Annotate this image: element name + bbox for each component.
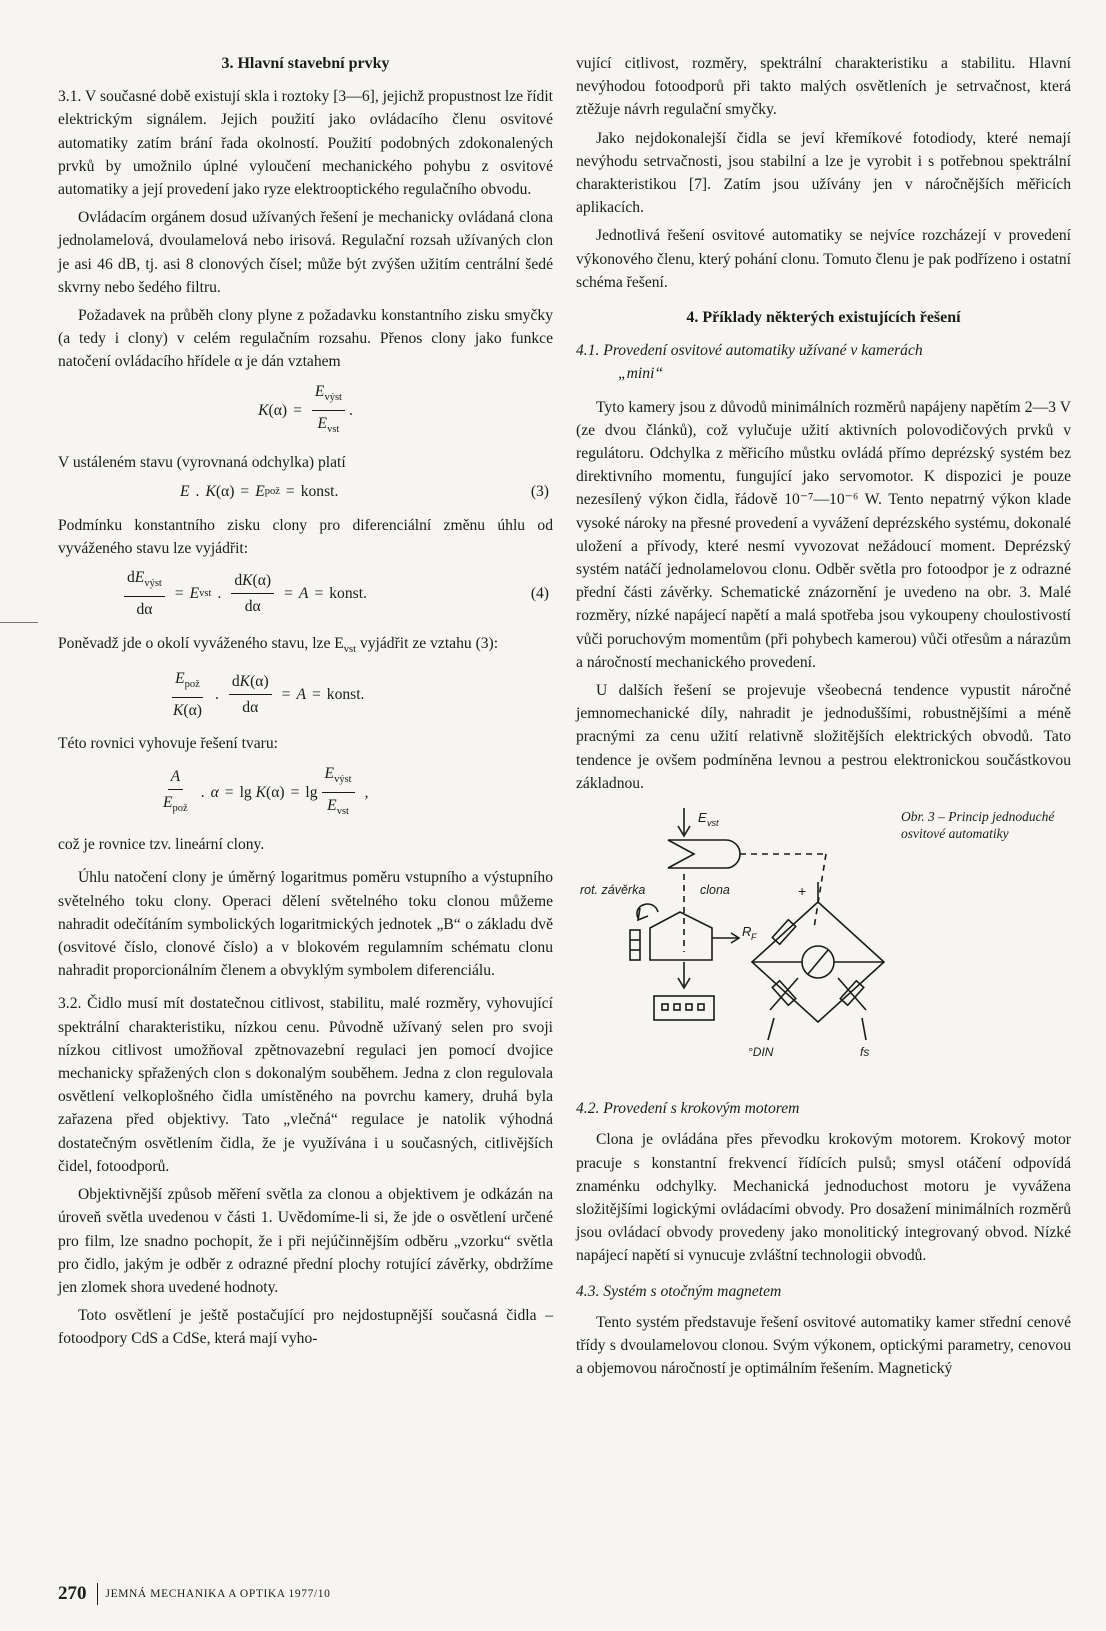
eq-subscript: vst: [199, 588, 212, 600]
eq-subscript: výst: [144, 578, 162, 590]
label-fs: fs: [860, 1045, 870, 1060]
eq-operator: =: [281, 686, 291, 704]
left-column: [58, 52, 553, 1356]
subsection-title-line: 4.1. Provedení osvitové automatiky užívané v kamerách: [576, 342, 923, 360]
label-rotary-shutter: rot. závěrka: [580, 883, 646, 898]
eq-operator: =: [174, 585, 184, 603]
film-perforation: [686, 1004, 692, 1010]
subsection-4-2-title: 4.2. Provedení s krokovým motorem: [576, 1100, 800, 1118]
eq-symbol: E: [314, 382, 325, 400]
right-column: [576, 52, 1071, 1385]
eq-operator: =: [224, 783, 234, 801]
paragraph-mini-cameras: Tyto kamery jsou z důvodů minimálních rozměrů napájeny napětím 2—3 V (ze dvou článků), což vylučuje užití aktivních polovodičových prvků v regulátoru. Odchylka z měřicího můstku ovládá přímo deprézský systém bez direktivního momentu, fungující jako servomotor. K dispozici je pouze nezesílený výkon čidla, řádově 10⁻⁷—10⁻⁶ W. Tento nepatrný výkon klade vysoké nároky na přesné provedení a vyvážení deprézského systému, dokonalé uložení a přívody, které nesmí vyvozovat nežádoucí moment. Deprézský systém natáčí jednolamelovou clonu. Odběr světla pro fotoodpor je z odrazné přední části závěrky. Schematické znázornění je uvedeno na obr. 3. Malé rozměry, nízké napájecí napětí a malá spotřeba jsou vykoupeny choulostivostí vůči poruchovým momentům (při pohybech kamerou) vůči otřesům a nárazům a náročností mechanického provedení.: [576, 398, 1071, 671]
equation-number-3: (3): [530, 483, 549, 501]
equation-linear-aperture: $\frac{A}{E_{pož}}$ . α = lg K (α) = lg $\frac{E_{výst}}{E_{vst}}$ ,: [58, 762, 553, 824]
paragraph-power-member: Jednotlivá řešení osvitové automatiky se nejvíce rozcházejí v provedení výkonového členu, který pohání clonu. Tomuto členu je pak podřízeno i ostatní schéma řešení.: [576, 227, 1071, 291]
page-number: 270: [58, 1583, 87, 1604]
eq-symbol: (α): [252, 572, 272, 590]
paragraph-3-2: 3.2. Čidlo musí mít dostatečnou citlivost, stabilitu, malé rozměry, vyhovující spektrální charakteristiku, nízkou cenu. Původně užívaný selen pro svoji nízkou citlivost umožňoval zpětnovazební regulaci jen pomocí dvojice mechanicky spřažených clon s dokonalým souběhem. Jedna z clon regulovala osvětlení velkoplošného čidla umístěného na povrchu kamery, druhá byla zařazena před objektivy. Tato „vlečná“ regulace je natolik výhodná dostatečným osvětlením čidla, že je využívána i u současných, citlivějších čidel, fotoodporů.: [58, 995, 553, 1175]
eq-subscript: výst: [334, 773, 352, 785]
paragraph-trend: U dalších řešení se projevuje všeobecná tendence vypustit náročné jemnomechanické díly, nahradit je jednoduššími, robustnějšími a méně pracnými za cenu užití relativně složitějších elektrických obvodů. Tato tendence je ovšem podmíněna levnou a pestrou elektronickou součástkovou základnou.: [576, 682, 1071, 792]
label-aperture: clona: [700, 883, 730, 898]
eq-text: konst.: [329, 585, 367, 603]
film-perforation: [674, 1004, 680, 1010]
paragraph-aperture-types: Ovládacím orgánem dosud užívaných řešení je mechanicky ovládaná clona jednolamelová, dvoulamelová nebo irisová. Regulační rozsah užívaných clon je asi 46 dB, tj. asi 8 clonových čísel; může být zvýšen užitím centrální šedé skvrny nebo šedého filtru.: [58, 209, 553, 296]
mechanical-link: [814, 854, 826, 928]
equation-balanced: [58, 667, 553, 723]
paragraph-aperture-requirement: Požadavek na průběh clony plyne z požadavku konstantního zisku smyčky (a tedy i clony) v celém regulačním rozsahu. Přenos clony jako funkce natočení ovládacího hřídele α je dán vztahem: [58, 307, 553, 371]
eq-symbol: d: [127, 569, 135, 587]
eq-operator: .: [348, 401, 353, 419]
margin-rule: [0, 622, 38, 623]
eq-operator: =: [311, 686, 321, 704]
eq-symbol: d: [234, 572, 243, 590]
paragraph-log-ratio: Úhlu natočení clony je úměrný logaritmus poměru vstupního a výstupního světelného toku clony. Operaci dělení světelného toku clonou můžeme nahradit odečítáním symbolických logaritmických jednotek „B“ o základu dvě (osvitové číslo, clonové číslo) a v blokovém regulamním schématu clonu nahradit proporcionálním členem a obvyklým symbolem diferenciálu.: [58, 869, 553, 980]
equation-4: [58, 566, 553, 622]
din-lead: [768, 1018, 774, 1040]
eq-fraction: [229, 670, 272, 719]
figure-3: [576, 800, 1071, 1085]
paragraph-photoresistors: vující citlivost, rozměry, spektrální charakteristiku a stabilitu. Hlavní nevýhodou fotoodporů při takto malých osvětleních je setrvačnost, která ztěžuje návrh regulační smyčky.: [576, 55, 1071, 119]
eq-symbol: E: [324, 764, 335, 782]
eq-symbol: E: [180, 483, 190, 501]
eq-symbol: A: [298, 585, 309, 603]
paragraph-stepper-motor: Clona je ovládána přes převodku krokovým motorem. Krokový motor pracuje s konstantní frekvencí řídících pulsů; smysl otáčení odpovídá znaménku odchylky. Mechanická jednoduchost motoru je vyvážena složitějšími logickými ovládacími obvody. Pro dosažení minimálních rozměrů jsou ovládací obvody provedeny jako monolitický integrovaný obvod. Nízké napájecí napětí si vynucuje zvláštní technologii obvodů.: [576, 1131, 1071, 1265]
eq-fraction: [312, 380, 345, 442]
eq-operator: .: [195, 483, 200, 501]
subsection-4-1-title: [576, 339, 1071, 385]
eq-symbol: E: [327, 796, 337, 814]
eq-symbol: (α): [268, 401, 288, 419]
fs-lead: [862, 1018, 866, 1040]
eq-symbol: d: [231, 672, 240, 690]
eq-symbol: (α): [250, 672, 269, 690]
subsection-4-3-title: 4.3. Systém s otočným magnetem: [576, 1282, 782, 1300]
eq-subscript: výst: [324, 391, 342, 403]
label-rf-sub: F: [751, 932, 757, 943]
eq-operator: .: [217, 585, 222, 603]
film-perforation: [698, 1004, 704, 1010]
text-run: Poněvadž jde o okolí vyváženého stavu, lze E: [58, 634, 344, 652]
journal-title: JEMNÁ MECHANIKA A OPTIKA 1977/10: [105, 1588, 331, 1600]
eq-symbol: E: [189, 585, 200, 603]
eq-fraction: [124, 566, 165, 622]
text-run: vyjádřit ze vztahu (3):: [356, 634, 499, 652]
eq-symbol: E: [255, 483, 265, 501]
eq-text: konst.: [326, 686, 365, 704]
eq-symbol: E: [134, 569, 145, 587]
eq-symbol: (α): [183, 702, 202, 720]
eq-symbol: E: [175, 669, 185, 687]
label-plus: +: [798, 883, 807, 900]
equation-number-4: (4): [530, 585, 549, 603]
section-3-title: 3. Hlavní stavební prvky: [221, 55, 390, 72]
eq-symbol: A: [168, 765, 184, 790]
eq-symbol: K: [255, 783, 267, 801]
paragraph-linear-aperture: což je rovnice tzv. lineární clony.: [58, 836, 265, 854]
label-rf: R: [742, 924, 752, 940]
film-perforation: [662, 1004, 668, 1010]
eq-operator: =: [290, 783, 300, 801]
eq-fraction: [160, 765, 191, 821]
figure-3-diagram: [576, 800, 1071, 1085]
eq-operator: =: [293, 401, 302, 419]
subsection-title-line: „mini“: [618, 365, 664, 383]
eq-fraction: [231, 569, 274, 618]
eq-operator: =: [284, 585, 293, 603]
eq-operator: ,: [364, 783, 369, 801]
eq-symbol: dα: [136, 601, 153, 619]
film-strip: [654, 996, 714, 1020]
eq-symbol: A: [296, 686, 306, 704]
eq-symbol: (α): [266, 783, 285, 801]
eq-subscript: pož: [172, 802, 188, 814]
eq-symbol: K: [239, 672, 251, 690]
eq-operator: .: [200, 783, 205, 801]
figure-3-caption: Obr. 3 – Princip jednoduché osvitové automatiky: [901, 809, 1055, 842]
eq-operator: .: [214, 686, 219, 704]
eq-operator: =: [240, 483, 250, 501]
eq-subscript: vst: [343, 643, 357, 655]
eq-subscript: pož: [184, 679, 200, 691]
eq-symbol: K: [205, 483, 216, 501]
eq-fraction: [322, 762, 355, 824]
footer-divider: [97, 1583, 98, 1605]
eq-symbol: K: [173, 702, 184, 720]
eq-symbol: E: [163, 793, 173, 811]
paragraph-sensors: Toto osvětlení je ještě postačující pro nejdostupnější současná čidla – fotoodpory CdS a CdSe, která mají vyho-: [58, 1307, 553, 1348]
paragraph-ttl-metering: Objektivnější způsob měření světla za clonou a objektivem je odkázán na úroveň světla uvedenou v části 1. Uvědomíme-li si, že jde o osvětlení určené pro film, lze snadno pochopit, že i při nejúčinnějším odběru „vzorku“ světla pro čidlo, jakým je odběr z odrazné přední plochy rotující závěrky, obdržíme jen zlomek shora uvedené hodnoty.: [58, 1186, 553, 1296]
eq-symbol: K: [242, 572, 253, 590]
paragraph-rotating-magnet: Tento systém představuje řešení osvitové automatiky kamer střední cenové třídy s dvoulamelovou clonou. Svým výkonem, optickými parametry, cenovou a objemovou náročností je optimálním řešením. Magnetický: [576, 1313, 1071, 1378]
photoresistor-block: [650, 912, 712, 960]
galvanometer-needle: [808, 950, 828, 974]
paragraph-balanced-state: [58, 632, 553, 661]
eq-text: konst.: [300, 483, 339, 501]
paragraph-solution-form: Této rovnici vyhovuje řešení tvaru:: [58, 735, 278, 753]
eq-symbol: (α): [215, 483, 235, 501]
paragraph-gain-condition: Podmínku konstantního zisku clony pro diferenciální změnu úhlu od vyváženého stavu lze vyjádřit:: [58, 516, 553, 557]
shutter-blade: [630, 930, 640, 960]
equation-aperture-transfer: [58, 380, 553, 442]
eq-operator: =: [285, 483, 295, 501]
equation-3: [58, 480, 553, 503]
eq-symbol: E: [317, 414, 328, 432]
eq-text: lg: [239, 783, 252, 801]
page-footer: [58, 1583, 330, 1605]
section-4-title: 4. Příklady některých existujících řešení: [686, 309, 961, 327]
eq-symbol: dα: [242, 699, 259, 717]
eq-operator: =: [314, 585, 324, 603]
eq-subscript: vst: [327, 424, 340, 436]
aperture-shape: [668, 840, 740, 868]
label-din: °DIN: [748, 1045, 774, 1060]
paragraph-steady-state: V ustáleném stavu (vyrovnaná odchylka) platí: [58, 454, 346, 472]
eq-symbol: K: [258, 401, 269, 419]
eq-text: lg: [305, 783, 318, 801]
paragraph-3-1: 3.1. V současné době existují skla i roztoky [3—6], jejichž propustnost lze řídit elektrickým signálem. Jejich použití jako ovládacího členu osvitové automatiky zatím brání řada okolností. Použití podobných zdokonalených prvků by umožnilo úplné vyloučení mechanického pohybu z osvitové automatiky a její provedení jako ryze elektrooptického regulačního obvodu.: [58, 88, 553, 199]
paragraph-photodiodes: Jako nejdokonalejší čidla se jeví křemíkové fotodiody, které nemají nevýhodu setrvačnosti, jsou stabilní a lze je vyrobit i s potřebnou spektrální charakteristikou [7]. Zatím jsou užívány jen v náročnějších měřicích aplikacích.: [576, 129, 1071, 217]
label-e-sub: vst: [707, 818, 719, 829]
eq-symbol: dα: [244, 598, 261, 616]
eq-subscript: vst: [336, 806, 349, 818]
shutter-rotation-head: [638, 908, 648, 920]
label-e: E: [698, 810, 707, 826]
eq-subscript: pož: [264, 486, 280, 498]
eq-fraction: [170, 667, 205, 723]
